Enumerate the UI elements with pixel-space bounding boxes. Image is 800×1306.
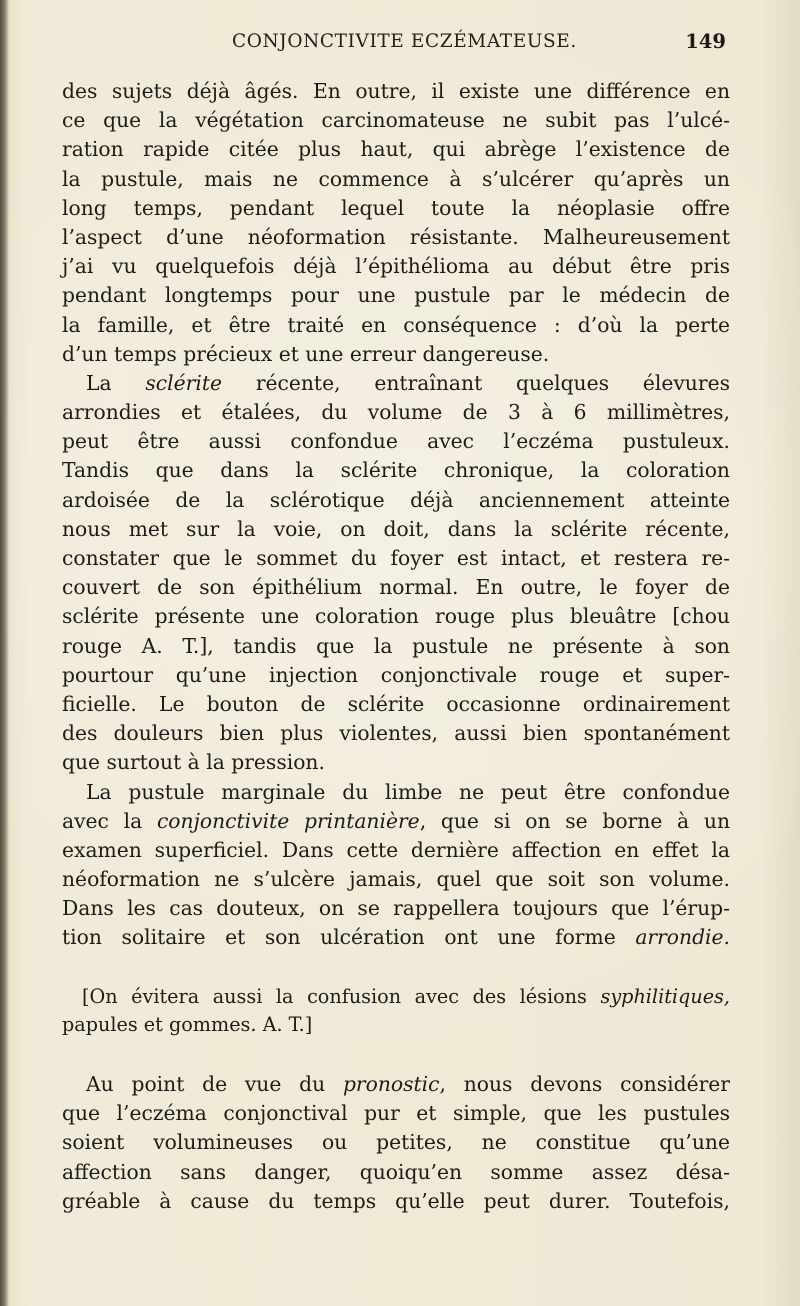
text-line xyxy=(62,923,730,952)
text-line: Tandis que dans la sclérite chronique, la coloration xyxy=(62,458,730,483)
text-line: examen superficiel. Dans cette dernière affection en effet la xyxy=(62,837,730,862)
text-line: j’ai vu quelquefois déjà l’épithélioma au début être pris xyxy=(62,254,730,279)
text-line xyxy=(62,1070,730,1099)
text-line xyxy=(62,369,730,398)
paragraph-marginal-pustule xyxy=(62,778,730,953)
text-segment: [On évitera aussi la confusion avec des lésions xyxy=(82,985,587,1008)
italic-term: syphilitiques, xyxy=(600,985,730,1008)
text-line: couvert de son épithélium normal. En outre, le foyer de xyxy=(62,575,730,600)
text-segment: La xyxy=(86,370,112,395)
text-line: constater que le sommet du foyer est intact, et restera re- xyxy=(62,546,730,570)
paragraph-carcinoma xyxy=(62,77,730,369)
running-title: CONJONCTIVITE ECZÉMATEUSE. xyxy=(232,31,577,52)
text-line: l’aspect d’une néoformation résistante. Malheureusement xyxy=(62,224,730,249)
paragraph-prognosis xyxy=(62,1070,730,1216)
text-segment: , que si on se borne à un xyxy=(419,808,731,833)
text-line: papules et gommes. A. T.] xyxy=(62,1013,313,1036)
text-line: pourtour qu’une injection conjonctivale rouge et super- xyxy=(62,662,730,687)
text-line: que surtout à la pression. xyxy=(62,750,325,775)
text-line: gréable à cause du temps qu’elle peut durer. Toutefois, xyxy=(62,1188,730,1213)
text-line: nous met sur la voie, on doit, dans la sclérite récente, xyxy=(62,516,730,541)
text-segment: Au point de vue du xyxy=(86,1072,326,1096)
page-header xyxy=(62,31,730,61)
italic-term: pronostic xyxy=(342,1072,440,1096)
text-segment: tion solitaire et son ulcération ont une forme xyxy=(62,925,616,950)
text-line: rouge A. T.], tandis que la pustule ne présente à son xyxy=(62,633,730,658)
text-segment: , nous devons considérer xyxy=(439,1072,730,1096)
text-line: des sujets déjà âgés. En outre, il existe une différence en xyxy=(62,79,730,103)
text-line: La pustule marginale du limbe ne peut être confondue xyxy=(86,779,730,804)
text-line xyxy=(62,807,730,836)
page-number: 149 xyxy=(685,30,726,53)
main-text xyxy=(62,77,730,953)
text-line: Dans les cas douteux, on se rappellera toujours que l’érup- xyxy=(62,896,730,921)
text-line: long temps, pendant lequel toute la néoplasie offre xyxy=(62,195,730,220)
text-line: ration rapide citée plus haut, qui abrège l’existence de xyxy=(62,137,730,162)
text-line: des douleurs bien plus violentes, aussi bien spontanément xyxy=(62,721,730,746)
text-line: la pustule, mais ne commence à s’ulcérer qu’après un xyxy=(62,166,730,191)
paragraph-scleritis xyxy=(62,369,730,778)
text-line: pendant longtemps pour une pustule par le médecin de xyxy=(62,283,730,308)
text-line: sclérite présente une coloration rouge plus bleuâtre [chou xyxy=(62,604,730,629)
text-line: néoformation ne s’ulcère jamais, quel que soit son volume. xyxy=(62,867,730,892)
text-segment: récente, entraînant quelques élevures xyxy=(255,370,730,395)
italic-term: sclérite xyxy=(145,370,222,395)
translator-note xyxy=(62,983,730,1039)
text-line: peut être aussi confondue avec l’eczéma pustuleux. xyxy=(62,429,730,454)
text-line: d’un temps précieux et une erreur dangereuse. xyxy=(62,341,550,366)
text-line: soient volumineuses ou petites, ne constitue qu’une xyxy=(62,1130,730,1155)
italic-term: arrondie. xyxy=(635,925,730,950)
text-segment: avec la xyxy=(62,808,143,833)
text-line: ficielle. Le bouton de sclérite occasionne ordinairement xyxy=(62,691,730,716)
text-line: arrondies et étalées, du volume de 3 à 6 millimètres, xyxy=(62,400,730,425)
text-line: ce que la végétation carcinomateuse ne subit pas l’ulcé- xyxy=(62,108,730,133)
text-line: affection sans danger, quoiqu’en somme assez désa- xyxy=(62,1159,730,1184)
text-line: la famille, et être traité en conséquence : d’où la perte xyxy=(62,312,730,337)
italic-term: conjonctivite printanière xyxy=(156,808,420,833)
text-line: que l’eczéma conjonctival pur et simple, que les pustules xyxy=(62,1101,730,1126)
text-line xyxy=(62,983,730,1011)
text-line: ardoisée de la sclérotique déjà anciennement atteinte xyxy=(62,487,730,512)
page-spine-shadow xyxy=(0,0,9,1306)
